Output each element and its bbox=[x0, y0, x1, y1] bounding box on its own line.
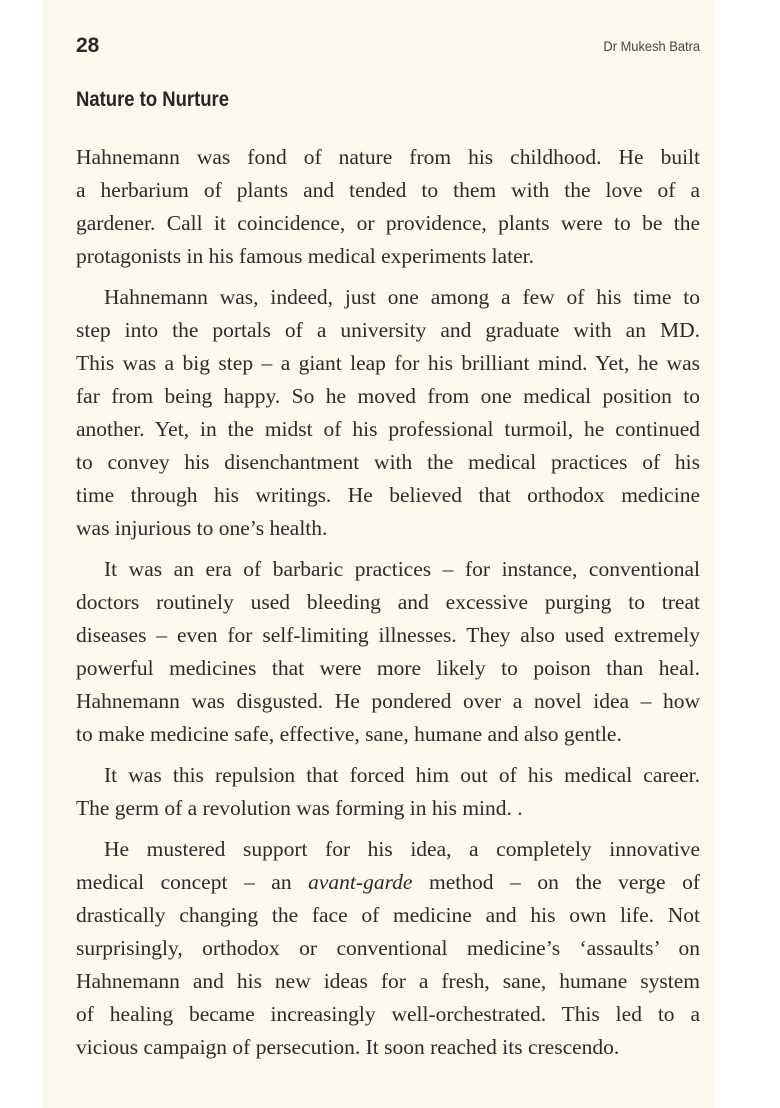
text-line: Hahnemann was disgusted. He pondered over a novel idea – how bbox=[76, 689, 700, 713]
italic-term: avant-garde bbox=[308, 870, 413, 894]
paragraph bbox=[76, 553, 700, 751]
text-line: drastically changing the face of medicine and his own life. Not bbox=[76, 903, 700, 927]
running-header-author: Dr Mukesh Batra bbox=[603, 38, 700, 54]
text-line: vicious campaign of persecution. It soon reached its crescendo. bbox=[76, 1035, 620, 1059]
text-line: doctors routinely used bleeding and excessive purging to treat bbox=[76, 590, 700, 614]
text-line: another. Yet, in the midst of his professional turmoil, he continued bbox=[76, 417, 700, 441]
text-segment: method – on the verge of bbox=[412, 870, 700, 894]
text-line: to convey his disenchantment with the medical practices of his bbox=[76, 450, 700, 474]
text-line: was injurious to one’s health. bbox=[76, 516, 328, 540]
text-line: He mustered support for his idea, a completely innovative bbox=[104, 837, 700, 861]
text-line: Hahnemann and his new ideas for a fresh, sane, humane system bbox=[76, 969, 700, 993]
section-heading: Nature to Nurture bbox=[76, 88, 229, 111]
text-line: The germ of a revolution was forming in his mind. . bbox=[76, 796, 523, 820]
text-line: Hahnemann was, indeed, just one among a few of his time to bbox=[104, 285, 700, 309]
paragraph bbox=[76, 759, 700, 825]
text-line: diseases – even for self-limiting illnesses. They also used extremely bbox=[76, 623, 700, 647]
text-line: of healing became increasingly well-orchestrated. This led to a bbox=[76, 1002, 700, 1026]
page-number: 28 bbox=[76, 34, 100, 57]
text-line: surprisingly, orthodox or conventional medicine’s ‘assaults’ on bbox=[76, 936, 700, 960]
text-line: protagonists in his famous medical experiments later. bbox=[76, 244, 534, 268]
text-line: a herbarium of plants and tended to them with the love of a bbox=[76, 178, 700, 202]
text-line: It was this repulsion that forced him out of his medical career. bbox=[104, 763, 700, 787]
text-line: Hahnemann was fond of nature from his childhood. He built bbox=[76, 145, 700, 169]
text-line: gardener. Call it coincidence, or providence, plants were to be the bbox=[76, 211, 700, 235]
text-line: far from being happy. So he moved from one medical position to bbox=[76, 384, 700, 408]
body-text bbox=[76, 141, 700, 1072]
text-line bbox=[76, 866, 700, 899]
text-line: step into the portals of a university and graduate with an MD. bbox=[76, 318, 700, 342]
paragraph bbox=[76, 141, 700, 273]
text-line: time through his writings. He believed that orthodox medicine bbox=[76, 483, 700, 507]
text-segment: medical concept – an bbox=[76, 870, 309, 894]
text-line: to make medicine safe, effective, sane, humane and also gentle. bbox=[76, 722, 622, 746]
paragraph bbox=[76, 833, 700, 1064]
paragraph bbox=[76, 281, 700, 545]
text-line: It was an era of barbaric practices – for instance, conventional bbox=[104, 557, 700, 581]
text-line: This was a big step – a giant leap for his brilliant mind. Yet, he was bbox=[76, 351, 700, 375]
text-line: powerful medicines that were more likely to poison than heal. bbox=[76, 656, 700, 680]
